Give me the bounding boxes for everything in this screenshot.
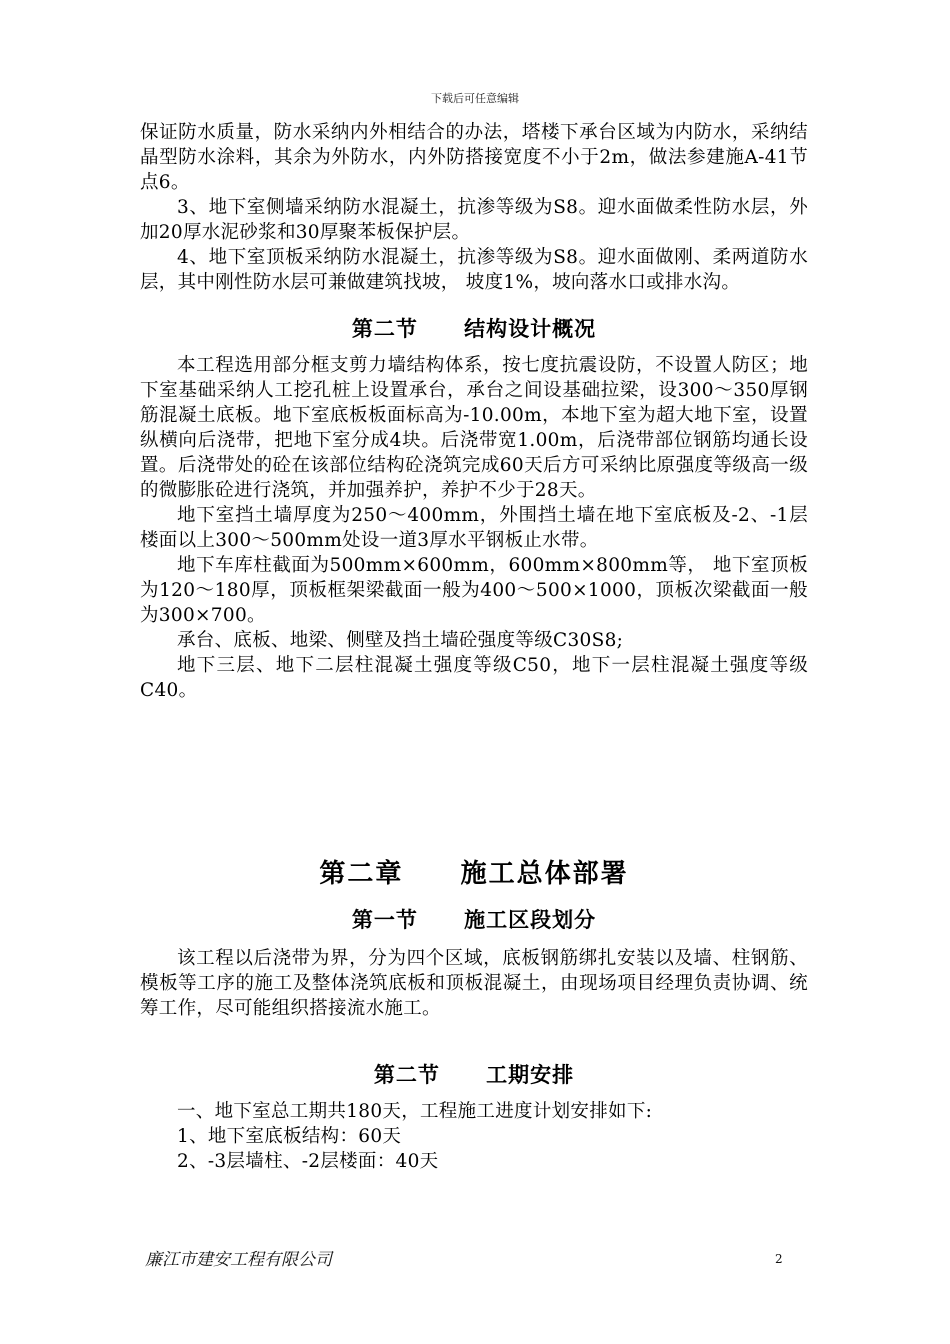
paragraph: 一、地下室总工期共180天，工程施工进度计划安排如下:	[177, 1101, 653, 1122]
chapter-number: 第二章	[319, 859, 404, 889]
chapter-heading	[140, 853, 808, 890]
footer-company: 廉江市建安工程有限公司	[145, 1250, 332, 1270]
section-title: 工期安排	[486, 1063, 575, 1087]
page-header: 下载后可任意编辑	[431, 92, 519, 105]
paragraph: 3、地下室侧墙采纳防水混凝土，抗渗等级为S8。迎水面做柔性防水层，外加20厚水泥砂浆和30厚聚苯板保护层。	[140, 197, 808, 243]
page-number: 2	[775, 1252, 783, 1266]
paragraph: 保证防水质量，防水采纳内外相结合的办法，塔楼下承台区域为内防水，采纳结晶型防水涂料，其余为外防水，内外防搭接宽度不小于2m，做法参建施A-41节点6。	[140, 122, 808, 193]
paragraph: 承台、底板、地梁、侧壁及挡土墙砼强度等级C30S8;	[177, 630, 624, 651]
section-heading	[140, 1059, 808, 1089]
paragraph: 1、地下室底板结构：60天	[177, 1126, 402, 1147]
section-number: 第一节	[351, 908, 418, 932]
section-heading	[140, 904, 808, 934]
document-body	[140, 120, 808, 1174]
paragraph: 4、地下室顶板采纳防水混凝土，抗渗等级为S8。迎水面做刚、柔两道防水层，其中刚性防水层可兼做建筑找坡， 坡度1%，坡向落水口或排水沟。	[140, 247, 808, 293]
section-number: 第二节	[373, 1063, 440, 1087]
paragraph: 地下室挡土墙厚度为250～400mm，外围挡土墙在地下室底板及-2、-1层楼面以上300～500mm处设一道3厚水平钢板止水带。	[140, 505, 808, 551]
section-heading	[140, 313, 808, 343]
paragraph: 地下三层、地下二层柱混凝土强度等级C50，地下一层柱混凝土强度等级C40。	[140, 655, 808, 701]
chapter-title: 施工总体部署	[460, 859, 629, 889]
paragraph: 本工程选用部分框支剪力墙结构体系，按七度抗震设防，不设置人防区；地下室基础采纳人工挖孔桩上设置承台，承台之间设基础拉梁，设300～350厚钢筋混凝土底板。地下室底板板面标高为-10.00m，本地下室为超大地下室，设置纵横向后浇带，把地下室分成4块。后浇带宽1.00m，后浇带部位钢筋均通长设置。后浇带处的砼在该部位结构砼浇筑完成60天后方可采纳比原强度等级高一级的微膨胀砼进行浇筑，并加强养护，养护不少于28天。	[140, 355, 808, 501]
section-number: 第二节	[351, 317, 418, 341]
section-title: 结构设计概况	[464, 317, 597, 341]
paragraph: 该工程以后浇带为界，分为四个区域，底板钢筋绑扎安装以及墙、柱钢筋、模板等工序的施工及整体浇筑底板和顶板混凝土，由现场项目经理负责协调、统筹工作，尽可能组织搭接流水施工。	[140, 948, 808, 1019]
paragraph: 地下车库柱截面为500mm×600mm，600mm×800mm等， 地下室顶板为120～180厚，顶板框架梁截面一般为400～500×1000，顶板次梁截面一般为300×700。	[140, 555, 808, 626]
paragraph: 2、-3层墙柱、-2层楼面：40天	[177, 1151, 439, 1172]
section-title: 施工区段划分	[464, 908, 597, 932]
